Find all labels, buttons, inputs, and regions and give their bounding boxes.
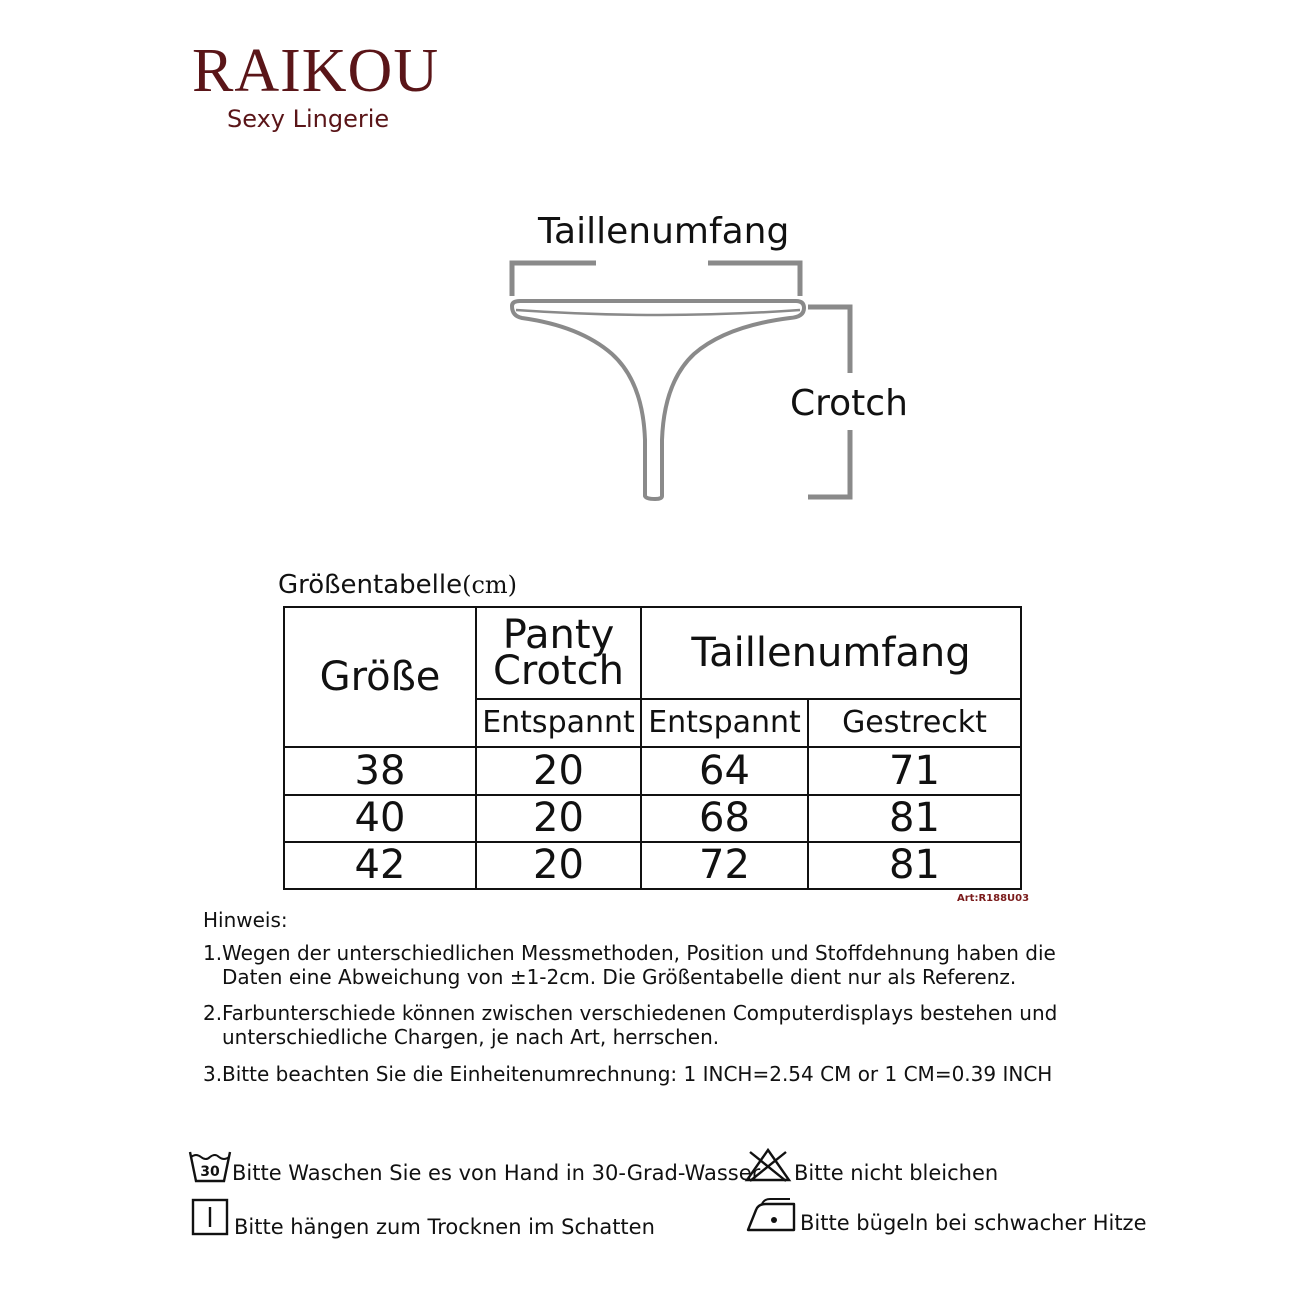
thong-measurement-diagram	[0, 0, 1300, 560]
note-line: unterschiedliche Chargen, je nach Art, herrschen.	[222, 1025, 720, 1049]
cell-size: 40	[284, 795, 476, 842]
care-iron-low: Bitte bügeln bei schwacher Hitze	[800, 1211, 1147, 1235]
cell-waist-stretched: 71	[808, 747, 1021, 794]
care-no-bleach: Bitte nicht bleichen	[794, 1161, 999, 1185]
cell-waist-stretched: 81	[808, 842, 1021, 889]
table-caption-title: Größentabelle	[278, 570, 463, 600]
crotch-label: Crotch	[790, 383, 908, 424]
brand-tagline: Sexy Lingerie	[227, 105, 390, 133]
cell-crotch: 20	[476, 747, 641, 794]
care-hand-wash: Bitte Waschen Sie es von Hand in 30-Grad-Wasser	[232, 1161, 761, 1185]
note-number: 3.	[203, 1062, 223, 1086]
cell-waist-relaxed: 72	[641, 842, 808, 889]
header-panty-crotch-line2: Crotch	[493, 648, 624, 695]
header-panty-crotch-line1: Panty	[502, 612, 615, 659]
subheader-waist-relaxed: Entspannt	[641, 699, 808, 747]
notes-title: Hinweis:	[203, 908, 288, 932]
article-number: Art:R188U03	[957, 893, 1030, 904]
table-header-row	[284, 607, 1021, 699]
subheader-waist-stretched: Gestreckt	[808, 699, 1021, 747]
iron-low-heat-icon	[744, 1196, 800, 1234]
table-row	[284, 842, 1021, 889]
wash-temperature: 30	[200, 1164, 220, 1180]
thong-outline	[512, 301, 804, 499]
cell-waist-relaxed: 68	[641, 795, 808, 842]
note-number: 2.	[203, 1001, 223, 1025]
no-bleach-icon	[744, 1147, 792, 1183]
brand-logo: RAIKOU	[192, 37, 440, 105]
table-caption	[278, 568, 517, 602]
table-row	[284, 747, 1021, 794]
cell-waist-relaxed: 64	[641, 747, 808, 794]
table-caption-unit: (cm)	[462, 571, 518, 599]
waist-bracket	[512, 263, 800, 296]
subheader-crotch-relaxed: Entspannt	[476, 699, 641, 747]
note-item	[203, 1001, 1103, 1049]
care-dry-shade: Bitte hängen zum Trocknen im Schatten	[234, 1215, 655, 1239]
note-line: Farbunterschiede können zwischen verschiedenen Computerdisplays bestehen und	[222, 1001, 1058, 1025]
waist-label: Taillenumfang	[538, 211, 790, 252]
note-number: 1.	[203, 941, 223, 965]
note-line: Wegen der unterschiedlichen Messmethoden, Position und Stoffdehnung haben die	[222, 941, 1056, 965]
cell-crotch: 20	[476, 842, 641, 889]
size-table	[283, 606, 1022, 890]
cell-size: 38	[284, 747, 476, 794]
note-line: Bitte beachten Sie die Einheitenumrechnung: 1 INCH=2.54 CM or 1 CM=0.39 INCH	[222, 1062, 1053, 1086]
cell-waist-stretched: 81	[808, 795, 1021, 842]
header-waist: Taillenumfang	[641, 607, 1021, 699]
cell-size: 42	[284, 842, 476, 889]
dry-in-shade-icon	[191, 1198, 229, 1236]
header-size: Größe	[284, 607, 476, 747]
note-item	[203, 941, 1103, 989]
header-panty-crotch	[476, 607, 641, 699]
note-line: Daten eine Abweichung von ±1-2cm. Die Größentabelle dient nur als Referenz.	[222, 965, 1017, 989]
hand-wash-30-icon	[188, 1148, 232, 1184]
note-item	[203, 1062, 1103, 1086]
cell-crotch: 20	[476, 795, 641, 842]
table-row	[284, 795, 1021, 842]
